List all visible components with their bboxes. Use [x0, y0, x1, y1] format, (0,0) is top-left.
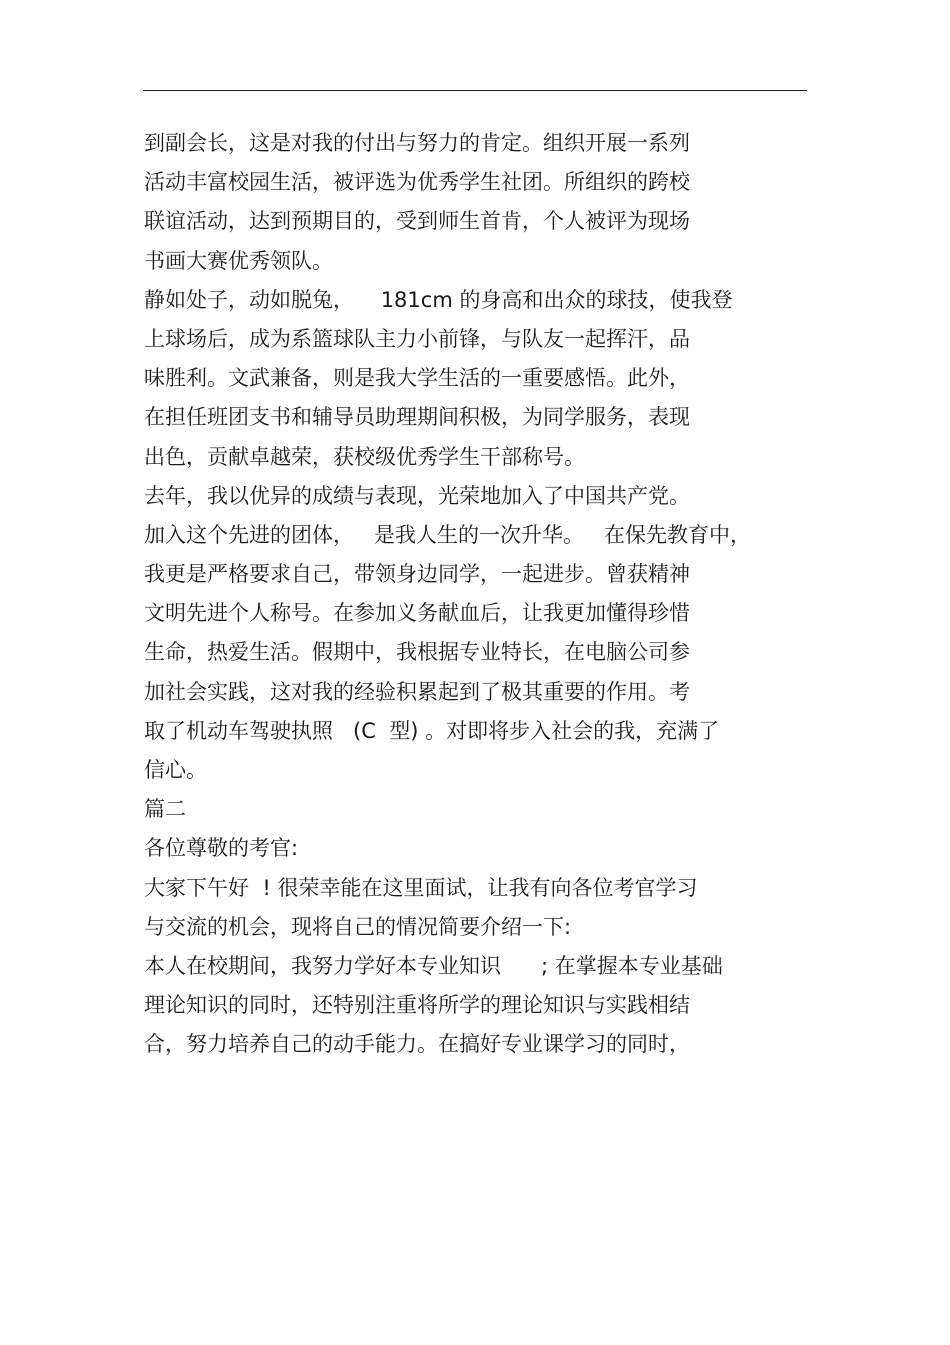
- text-line: 本人在校期间，我努力学好本专业知识 ; 在掌握本专业基础: [144, 953, 723, 978]
- text-line: 在担任班团支书和辅导员助理期间积极，为同学服务，表现: [144, 405, 690, 430]
- text-line: 静如处子，动如脱兔， 181cm 的身高和出众的球技，使我登: [144, 287, 733, 312]
- text-line: 加入这个先进的团体， 是我人生的一次升华。 在保先教育中，: [144, 522, 752, 547]
- text-line: 味胜利。文武兼备，则是我大学生活的一重要感悟。此外，: [144, 366, 690, 391]
- text-line: 与交流的机会，现将自己的情况简要介绍一下:: [144, 914, 572, 939]
- text-line: 去年，我以优异的成绩与表现，光荣地加入了中国共产党。: [144, 483, 690, 508]
- text-line: 取了机动车驾驶执照 (C 型) 。对即将步入社会的我，充满了: [144, 718, 720, 743]
- text-line: 信心。: [144, 758, 207, 782]
- text-line: 出色，贡献卓越荣，获校级优秀学生干部称号。: [144, 444, 585, 469]
- text-line: 书画大赛优秀领队。: [144, 248, 333, 273]
- text-line: 我更是严格要求自己，带领身边同学，一起进步。曾获精神: [144, 562, 690, 587]
- text-line: 上球场后，成为系篮球队主力小前锋，与队友一起挥汗，品: [144, 326, 690, 351]
- text-line: 大家下午好 ! 很荣幸能在这里面试，让我有向各位考官学习: [144, 875, 698, 900]
- header-rule: [143, 90, 807, 91]
- text-line: 到副会长，这是对我的付出与努力的肯定。组织开展一系列: [144, 131, 690, 155]
- text-line: 活动丰富校园生活，被评选为优秀学生社团。所组织的跨校: [144, 170, 690, 195]
- text-line: 生命，热爱生活。假期中，我根据专业特长，在电脑公司参: [144, 640, 690, 665]
- text-line: 加社会实践，这对我的经验积累起到了极其重要的作用。考: [144, 679, 690, 704]
- text-line: 联谊活动，达到预期目的，受到师生首肯，个人被评为现场: [144, 209, 690, 234]
- text-line: 合，努力培养自己的动手能力。在搞好专业课学习的同时，: [144, 1032, 690, 1057]
- text-line: 理论知识的同时，还特别注重将所学的理论知识与实践相结: [144, 993, 690, 1018]
- section-heading: 篇二: [144, 797, 186, 822]
- text-line: 文明先进个人称号。在参加义务献血后，让我更加懂得珍惜: [144, 601, 690, 626]
- text-line: 各位尊敬的考官:: [144, 836, 299, 861]
- body-text: [144, 124, 824, 1065]
